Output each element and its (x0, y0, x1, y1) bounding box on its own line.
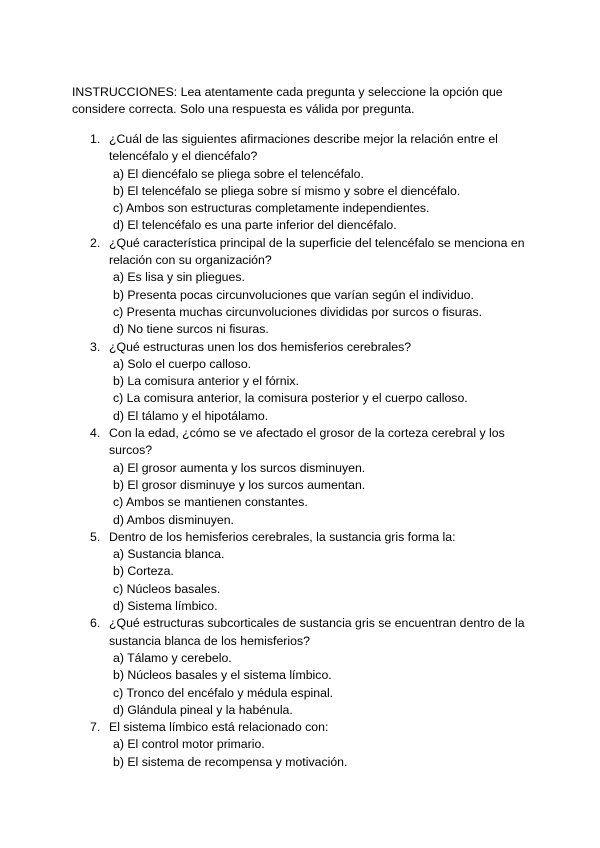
question-text: ¿Qué estructuras unen los dos hemisferios cerebrales? (109, 339, 412, 354)
question-7 (72, 719, 532, 771)
question-number: 3. (90, 339, 101, 354)
question-number: 7. (90, 720, 101, 735)
option-b: b) Corteza. (113, 564, 174, 579)
question-2 (72, 235, 532, 339)
option-b: b) La comisura anterior y el fórnix. (113, 374, 299, 389)
option-a: a) El grosor aumenta y los surcos disminuyen. (113, 460, 366, 475)
option-a: a) El diencéfalo se pliega sobre el telencéfalo. (113, 166, 364, 181)
question-number: 6. (90, 616, 101, 631)
option-c: c) Presenta muchas circunvoluciones divididas por surcos o fisuras. (113, 304, 483, 319)
option-d: d) El tálamo y el hipotálamo. (113, 408, 269, 423)
question-5 (72, 529, 532, 615)
option-list (109, 546, 532, 615)
option-a: a) Tálamo y cerebelo. (113, 650, 232, 665)
question-text: ¿Cuál de las siguientes afirmaciones describe mejor la relación entre el telencéfalo y el diencéfalo? (109, 132, 498, 164)
question-text: ¿Qué estructuras subcorticales de sustancia gris se encuentran dentro de la sustancia blanca de los hemisferios? (109, 616, 525, 648)
option-b: b) El grosor disminuye y los surcos aumentan. (113, 477, 366, 492)
option-list (109, 356, 532, 425)
option-list (109, 460, 532, 529)
option-list (109, 166, 532, 235)
option-d: d) El telencéfalo es una parte inferior del diencéfalo. (113, 218, 397, 233)
option-d: d) Glándula pineal y la habénula. (113, 702, 293, 717)
question-number: 2. (90, 235, 101, 250)
option-c: c) Ambos son estructuras completamente independientes. (113, 201, 430, 216)
option-d: d) Sistema límbico. (113, 599, 218, 614)
option-c: c) Tronco del encéfalo y médula espinal. (113, 685, 334, 700)
option-d: d) Ambos disminuyen. (113, 512, 234, 527)
option-c: c) La comisura anterior, la comisura posterior y el cuerpo calloso. (113, 391, 468, 406)
question-6 (72, 615, 532, 719)
question-number: 5. (90, 529, 101, 544)
question-text: Con la edad, ¿cómo se ve afectado el grosor de la corteza cerebral y los surcos? (109, 426, 505, 458)
option-a: a) Solo el cuerpo calloso. (113, 356, 252, 371)
option-c: c) Ambos se mantienen constantes. (113, 495, 308, 510)
option-list (109, 736, 532, 771)
option-a: a) Es lisa y sin pliegues. (113, 270, 245, 285)
option-c: c) Núcleos basales. (113, 581, 221, 596)
instructions-text: INSTRUCCIONES: Lea atentamente cada pregunta y seleccione la opción que considere correcta. Solo una respuesta es válida por pregunta. (72, 85, 503, 117)
option-a: a) Sustancia blanca. (113, 547, 225, 562)
question-text: El sistema límbico está relacionado con: (109, 720, 329, 735)
question-number: 1. (90, 132, 101, 146)
question-3 (72, 339, 532, 425)
question-1 (72, 131, 532, 235)
option-b: b) El sistema de recompensa y motivación. (113, 754, 348, 769)
option-list (109, 650, 532, 719)
question-list (72, 131, 532, 771)
question-text: ¿Qué característica principal de la superficie del telencéfalo se menciona en relación con su organización? (109, 235, 525, 268)
option-b: b) Presenta pocas circunvoluciones que varían según el individuo. (113, 287, 474, 302)
option-a: a) El control motor primario. (113, 737, 265, 752)
option-b: b) Núcleos basales y el sistema límbico. (113, 668, 332, 683)
option-b: b) El telencéfalo se pliega sobre sí mismo y sobre el diencéfalo. (113, 183, 461, 198)
question-text: Dentro de los hemisferios cerebrales, la sustancia gris forma la: (109, 529, 456, 544)
question-4 (72, 425, 532, 529)
option-d: d) No tiene surcos ni fisuras. (113, 322, 269, 337)
option-list (109, 269, 532, 338)
question-number: 4. (90, 426, 101, 441)
